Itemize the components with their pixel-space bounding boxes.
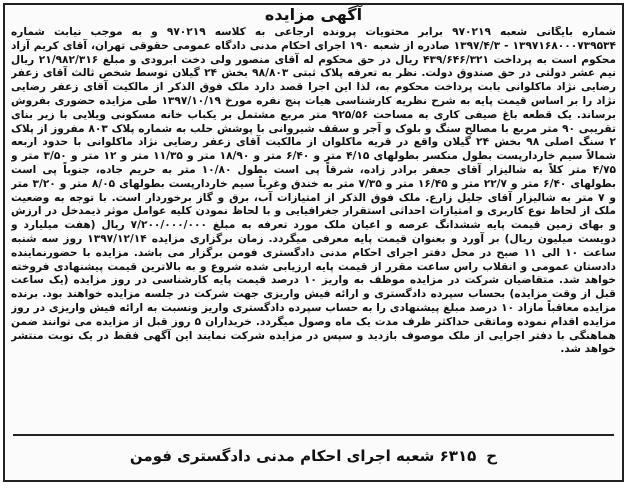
notice-footer (13, 434, 614, 476)
notice-title: آگهی مزایده (264, 5, 363, 24)
footer-mark: ح (486, 447, 498, 465)
auction-notice (3, 3, 624, 482)
notice-body: شماره بایگانی شعبه ۹۷۰۲۱۹ برابر محتویات پرونده ارجاعی به کلاسه ۹۷۰۲۱۹ و به موجب نیابت شماره ۱۳۹۷۱۶۸۰۰۰۷۳۹۵۳۴ - ۱۳۹۷/۴/۳ صادره از شعبه ۱۹۰ اجرای احکام مدنی دادگاه عمومی حقوقی تهران، آقای کریم آزاد محکوم است به پرداخت ۴۳۹/۶۴۶/۳۲۱ ریال در حق محکوم له آقای منصور ولی دخت ابرودی و مبلغ ۲۱/۹۸۲/۳۱۶ ریال نیم عشر دولتی در حق صندوق دولت. نظر به تعرفه پلاک ثبتی ۹۸/۸۰۳ بخش ۲۴ گیلان توسط شخص ثالث آقای زعفر رضایی نژاد ماکلوانی بابت پرداخت محکوم به، لذا این اجرا قصد دارد ملک فوق الذکر از مالکیت آقای زعفر رضایی نژاد را بر اساس قیمت پایه به شرح نظریه کارشناسی هیات پنج نفره مورخ ۱۳۹۷/۱۰/۱۹ طی مزایده حضوری بفروش برساند. یک قطعه باغ صیفی کاری به مساحت ۹۲۵/۵۶ متر مربع مشتمل بر یکباب خانه مسکونی ویلایی با زیر بنای تقریبی ۹۰ متر مربع با مصالح سنگ و بلوک و آجر و سقف شیروانی با پوشش حلب به شماره پلاک ۸۰۳ مفروز از پلاک ۲ سنگ اصلی ۹۸ بخش ۲۴ گیلان واقع در قریه ماکلوان از مالکیت آقای زعفر رضایی نژاد ماکلوانی با حدود اربعه شمالاً سیم خاردارپست بطول منکسر بطولهای ۴/۱۵ متر و ۶/۴۰ متر و ۱۸/۹۰ متر و ۱۱/۳۵ متر و ۱۲ متر و ۳/۵۰ متر و ۴/۷۵ متر کلاً به شالیزار آقای جعفر برادر زاده، شرقاً پی است بطول ۱۰/۸۰ متر به حریم جاده، جنوباً پی است بطولهای ۶/۴۰ متر و ۲۲/۷ متر و ۱۶/۴۵ متر و ۷/۳۵ متر به خندق وغرباً سیم خاردارپست بطولهای ۸/۰۵ متر و ۳/۲۰ متر و ۷ متر به شالیزار آقای جلیل زارع. ملک فوق الذکر از امتیازات آب، برق و گاز برخوردار است. با توجه به وضعیت ملک از لحاظ نوع کاربری و امتیازات احداثی استقرار جغرافیایی و با لحاظ نمودن کلیه عوامل موثر ذیمدخل در ارزش و بهای زمین قیمت پایه ششدانگ عرصه و اعیان ملک مورد تعرفه به مبلغ ۷/۲۰۰/۰۰۰/۰۰۰ ریال (هفت میلیارد و دویست میلیون ریال) بر آورد و بعنوان قیمت پایه معرفی میگردد. زمان برگزاری مزایده ۱۳۹۷/۱۲/۱۴ روز سه شنبه ساعت ۱۰ الی ۱۱ صبح در محل دفتر اجرای احکام مدنی دادگستری فومن برگزار می باشد. مزایده با حضورنماینده دادستان عمومی و انقلاب راس ساعت مقرر از قیمت پایه ارزیابی شده شروع و به بالاترین قیمت پیشنهادی فروخته خواهد شد. متقاضیان شرکت در مزایده موظف به واریز ۱۰ درصد قیمت پایه کارشناسی در روز مزایده (یک ساعت قبل از وقت مزایده) بحساب سپرده دادگستری و ارائه فیش واریزی جهت شرکت در جلسه مزایده خواهند بود. برنده مزایده معاقباً مازاد ۱۰ درصد مبلغ پیشنهادی را به حساب سپرده دادگستری واریز ونسبت به ارائه فیش واریزی در روز مزایده اقدام نموده وماتقی حداکثر ظرف مدت یک ماه وصول میگردد. خریداران ۵ روز قبل از مزایده می توانند ضمن هماهنگی با دفتر اجرایی از ملک موصوف بازدید و سپس در مزایده شرکت نمایند این آگهی فقط در یک نوبت منتشر خواهد شد. (11, 26, 616, 356)
footer-issuer: ۶۳۱۵ شعبه اجرای احکام مدنی دادگستری فومن (129, 447, 477, 465)
